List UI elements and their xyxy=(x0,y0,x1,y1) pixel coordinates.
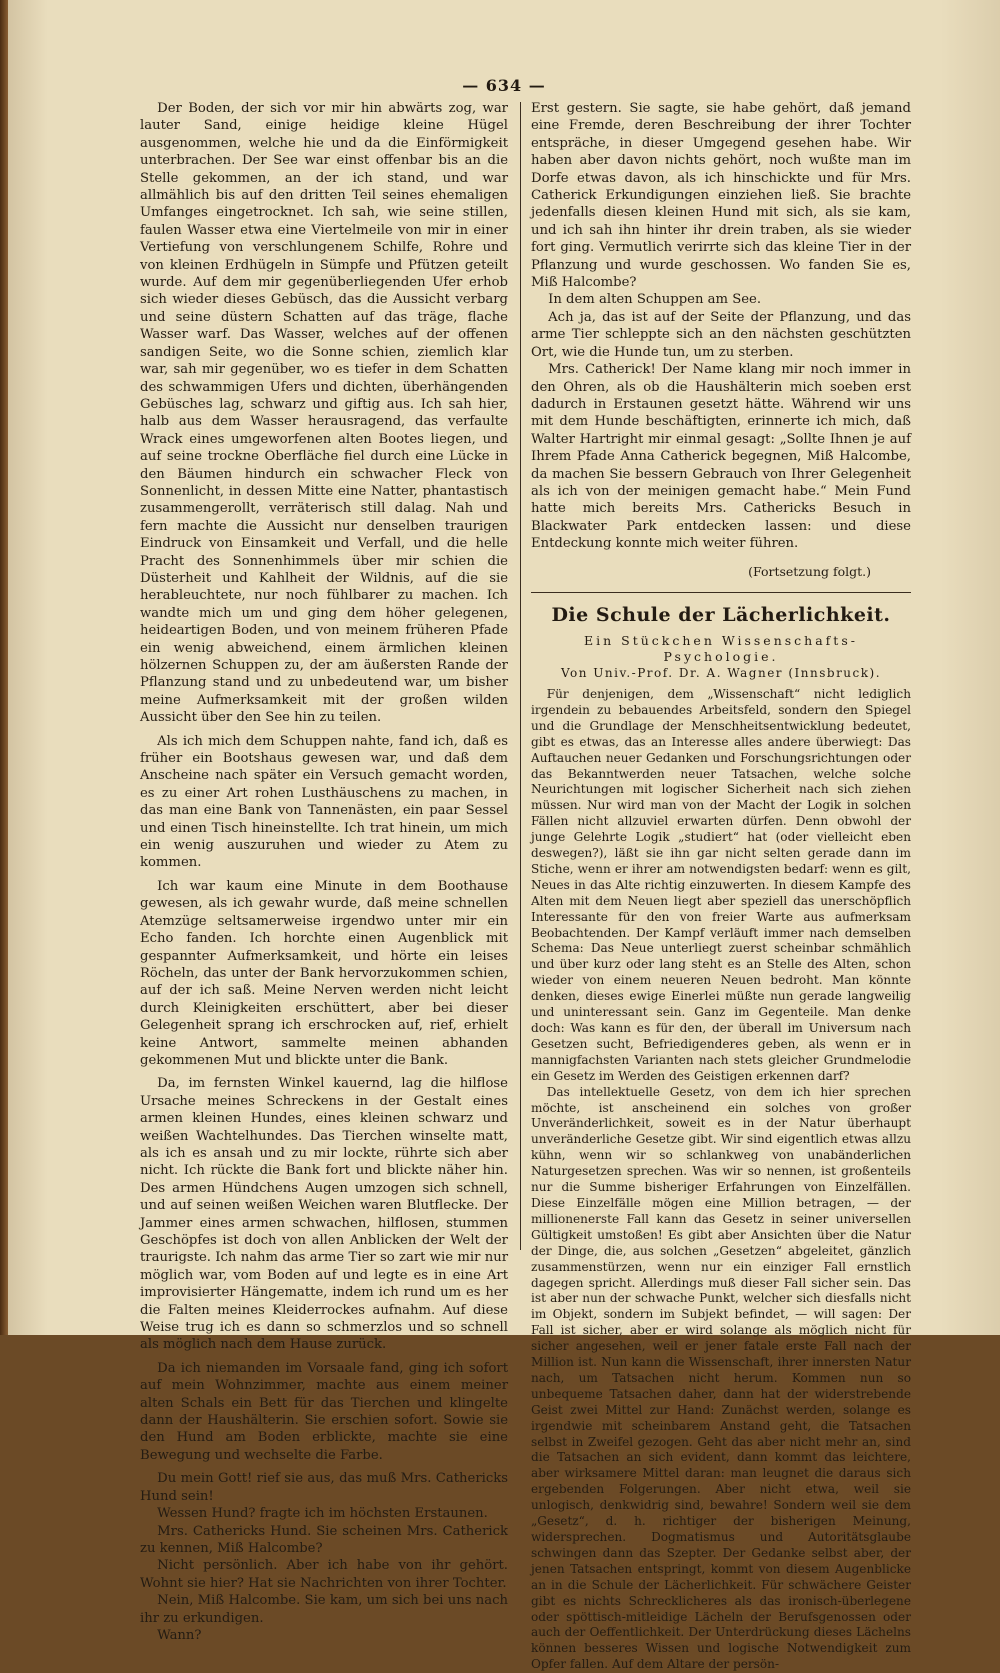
section-rule xyxy=(531,592,911,593)
right-column xyxy=(531,100,911,1673)
left-column xyxy=(140,100,508,1644)
newspaper-page xyxy=(8,0,1000,1672)
story-paragraph: Ich war kaum eine Minute in dem Boothause gewesen, als ich gewahr wurde, daß meine schnellen Atemzüge seltsamerweise irgendwo unter mir ein Echo fanden. Ich horchte einen Augenblick mit gespannter Aufmerksamkeit, und hörte ein leises Röcheln, das unter der Bank hervorzukommen schien, auf der ich saß. Meine Nerven werden nicht leicht durch Kleinigkeiten erschüttert, aber bei dieser Gelegenheit sprang ich erschrocken auf, rief, erhielt keine Antwort, sammelte meinen abhanden gekommenen Mut und blickte unter die Bank. xyxy=(140,878,508,1068)
story-paragraph: Mrs. Catherick! Der Name klang mir noch immer in den Ohren, als ob die Haushälterin mich soeben erst dadurch in Erstaunen gesetzt hätte. Während wir uns mit dem Hunde beschäftigten, erinnerte ich mich, daß Walter Hartright mir einmal gesagt: „Sollte Ihnen je auf Ihrem Pfade Anna Catherick begegnen, Miß Halcombe, da machen Sie bessern Gebrauch von Ihrer Gelegenheit als ich von der meinigen gemacht habe.“ Mein Fund hatte mich bereits Mrs. Cathericks Besuch in Blackwater Park entdecken lassen: und diese Entdeckung konnte mich weiter führen. xyxy=(531,362,911,552)
book-spine xyxy=(0,0,8,1335)
article-body xyxy=(531,687,911,1673)
continuation-note: (Fortsetzung folgt.) xyxy=(748,563,871,579)
dialogue-line: Du mein Gott! rief sie aus, das muß Mrs. Cathericks Hund sein! xyxy=(140,1471,508,1504)
article-paragraph: Für denjenigen, dem „Wissenschaft“ nicht lediglich irgendein zu bebauendes Arbeitsfeld, sondern den Spiegel und die Grundlage der Menschheitsentwicklung bedeutet, gibt es etwas, das an Interesse alles andere überwiegt: Das Auftauchen neuer Gedanken und Forschungsrichtungen oder das Bekanntwerden neuer Tatsachen, welche solche Neurichtungen mit logischer Sicherheit nach sich ziehen müssen. Nur wird man von der Macht der Logik in solchen Fällen nicht allzuviel erwarten dürfen. Denn obwohl der junge Gelehrte Logik „studiert“ hat (oder vielleicht eben deswegen?), läßt sie ihn gar nicht selten gerade dann im Stiche, wenn er ihrer am notwendigsten bedarf: wenn es gilt, Neues in das Alte richtig einzuwerten. In diesem Kampfe des Alten mit dem Neuen liegt aber speziell das unerschöpflich Interessante für den von freier Warte aus aufmerksam Beobachtenden. Der Kampf verläuft immer nach demselben Schema: Das Neue unterliegt zuerst scheinbar schmählich und über kurz oder lang steht es an Stelle des Alten, schon wieder von einem neueren Neuen bedroht. Man könnte denken, dieses ewige Einerlei müßte nun gerade langweilig und uninteressant sein. Ganz im Gegenteile. Man denke doch: Was kann es für den, der überall im Universum nach Gesetzen sucht, Befriedigenderes geben, als wenn er in mannigfachsten Varianten nach stets gleicher Grundmelodie ein Gesetz im Werden des Geistigen erkennen darf? xyxy=(531,686,911,1083)
dialogue-line: Ach ja, das ist auf der Seite der Pflanzung, und das arme Tier schleppte sich an den nächsten geschützten Ort, wie die Hunde tun, um zu sterben. xyxy=(531,309,911,360)
story-paragraph: Der Boden, der sich vor mir hin abwärts zog, war lauter Sand, einige heidige kleine Hügel ausgenommen, welche hie und da die Einförmigkeit unterbrachen. Der See war einst offenbar bis an die Stelle gekommen, an der ich stand, und war allmählich bis auf den dritten Teil seines ehemaligen Umfanges eingetrocknet. Ich sah, wie seine stillen, faulen Wasser etwa eine Viertelmeile von mir in einer Vertiefung von verschlungenem Schilfe, Rohre und von kleinen Erdhügeln in Sümpfe und Pfützen geteilt wurde. Auf dem mir gegenüberliegenden Ufer erhob sich wieder dieses Gebüsch, das die Aussicht verbarg und seine düstern Schatten auf das träge, flache Wasser warf. Das Wasser, welches auf der offenen sandigen Seite, wo die Sonne schien, ziemlich klar war, sah mir gegenüber, wo es tiefer in dem Schatten des schwammigen Ufers und dichten, überhängenden Gebüsches lag, schwarz und giftig aus. Ich sah hier, halb aus dem Wasser herausragend, das verfaulte Wrack eines umgeworfenen alten Bootes liegen, und auf seine trockne Oberfläche fiel durch eine Lücke in den Bäumen hindurch ein schwacher Fleck von Sonnenlicht, in dessen Mitte eine Natter, phantastisch zusammengerollt, verräterisch still dalag. Nah und fern machte die Aussicht nur denselben traurigen Eindruck von Einsamkeit und Verfall, und die helle Pracht des Sonnenhimmels über mir schien die Düsterheit und Kahlheit der Wildnis, auf die sie herableuchtete, nur noch fühlbarer zu machen. Ich wandte mich um und ging dem höher gelegenen, heideartigen Boden, und von meinem früheren Pfade ein wenig abweichend, einem ärmlichen kleinen hölzernen Schuppen zu, der am äußersten Rande der Pflanzung stand und zu unbedeutend war, um bisher meine Aufmerksamkeit mit der großen wilden Aussicht über den See hin zu teilen. xyxy=(140,101,508,726)
article-subtitle: Ein Stückchen Wissenschafts-Psychologie. xyxy=(584,632,858,664)
dialogue-line: Wann? xyxy=(157,1627,202,1643)
dialogue-line: Nein, Miß Halcombe. Sie kam, um sich bei uns nach ihr zu erkundigen. xyxy=(140,1593,508,1626)
dialogue-line: In dem alten Schuppen am See. xyxy=(548,292,762,308)
dialogue-line: Wessen Hund? fragte ich im höchsten Erstaunen. xyxy=(157,1506,488,1522)
article-title: Die Schule der Lächerlichkeit. xyxy=(551,603,891,626)
column-divider xyxy=(520,102,521,1250)
dialogue-line: Nicht persönlich. Aber ich habe von ihr gehört. Wohnt sie hier? Hat sie Nachrichten von ihrer Tochter. xyxy=(140,1558,508,1591)
article-author: Von Univ.-Prof. Dr. A. Wagner (Innsbruck). xyxy=(560,665,882,680)
dialogue-line: Mrs. Cathericks Hund. Sie scheinen Mrs. Catherick zu kennen, Miß Halcombe? xyxy=(140,1523,508,1556)
story-paragraph: Da ich niemanden im Vorsaale fand, ging ich sofort auf mein Wohnzimmer, machte aus einem meiner alten Schals ein Bett für das Tierchen und klingelte dann der Haushälterin. Sie erschien sofort. Sowie sie den Hund am Boden erblickte, machte sie eine Bewegung und wechselte die Farbe. xyxy=(140,1360,508,1463)
story-paragraph: Erst gestern. Sie sagte, sie habe gehört, daß jemand eine Fremde, deren Beschreibung der ihrer Tochter entspräche, in dieser Umgegend gesehen habe. Wir haben aber davon nichts gehört, noch wußte man im Dorfe etwas davon, als ich hinschickte und für Mrs. Catherick Erkundigungen einziehen ließ. Sie brachte jedenfalls diesen kleinen Hund mit sich, als sie kam, und ich sah ihn hinter ihr drein traben, als sie wieder fort ging. Vermutlich verirrte sich das kleine Tier in der Pflanzung und wurde geschossen. Wo fanden Sie es, Miß Halcombe? xyxy=(531,101,911,291)
story-paragraph: Als ich mich dem Schuppen nahte, fand ich, daß es früher ein Bootshaus gewesen war, und daß dem Anscheine nach später ein Versuch gemacht worden, es zu einer Art rohen Lusthäuschens zu machen, in das man eine Bank von Tannenästen, ein paar Sessel und einen Tisch hineinstellte. Ich trat hinein, um mich ein wenig auszuruhen und wieder zu Atem zu kommen. xyxy=(140,733,508,871)
story-paragraph: Da, im fernsten Winkel kauernd, lag die hilflose Ursache meines Schreckens in der Gestalt eines armen kleinen Hundes, eines kleinen schwarz und weißen Wachtelhundes. Das Tierchen winselte matt, als ich es ansah und zu mir lockte, rührte sich aber nicht. Ich rückte die Bank fort und blickte näher hin. Des armen Hündchens Augen umzogen sich schnell, und auf seinen weißen Weichen waren Blutflecke. Der Jammer eines armen schwachen, hilflosen, stummen Geschöpfes ist doch von allen Anblicken der Welt der traurigste. Ich nahm das arme Tier so zart wie mir nur möglich war, vom Boden auf und legte es in eine Art improvisierter Hängematte, indem ich rund um es her die Falten meines Kleiderrockes aufnahm. Auf diese Weise trug ich es dann so schmerzlos und so schnell als möglich nach dem Hause zurück. xyxy=(140,1076,508,1353)
article-paragraph: Das intellektuelle Gesetz, von dem ich hier sprechen möchte, ist anscheinend ein solches von großer Unveränderlichkeit, soweit es in der Natur überhaupt unveränderliche Gesetze gibt. Wir sind eigentlich etwas allzu kühn, wenn wir so schlankweg von unabänderlichen Naturgesetzen sprechen. Was wir so nennen, ist großenteils nur die Summe bisheriger Erfahrungen von Einzelfällen. Diese Einzelfälle mögen eine Million betragen, — der millionenerste Fall kann das Gesetz in seiner universellen Gültigkeit umstoßen! Es gibt aber Ansichten über die Natur der Dinge, die, aus solchen „Gesetzen“ abgeleitet, gänzlich zusammenstürzen, wenn nur ein einziger Fall ernstlich dagegen spricht. Allerdings muß dieser Fall sicher sein. Das ist aber nun der schwache Punkt, welcher sich diesfalls nicht im Objekt, sondern im Subjekt befindet, — will sagen: Der Fall ist sicher, aber er wird solange als möglich nicht für sicher angesehen, weil er jener fatale erste Fall nach der Million ist. Nun kann die Wissenschaft, ihrer innersten Natur nach, um Tatsachen nicht herum. Kommen nun so unbequeme Tatsachen daher, dann hat der widerstrebende Geist zwei Mittel zur Hand: Zunächst werden, solange es irgendwie mit scheinbarem Anstand geht, die Tatsachen selbst in Zweifel gezogen. Geht das aber nicht mehr an, sind die Tatsachen an sich evident, dann kommt das leichtere, aber wirksamere Mittel daran: man leugnet die daraus sich ergebenden Folgerungen. Aber nicht etwa, weil sie unlogisch, denkwidrig sind, bewahre! Sondern weil sie dem „Gesetz“, d. h. richtiger der bisherigen Meinung, widersprechen. Dogmatismus und Autoritätsglaube schwingen dann das Szepter. Der Gedanke selbst aber, der jenen Tatsachen entspringt, kommt von diesem Augenblicke an in die Schule der Lächerlichkeit. Für schwächere Geister gibt es nichts Schrecklicheres als das ironisch-überlegene oder spöttisch-mitleidige Lächeln der Berufsgenossen oder auch der Oeffentlichkeit. Der Unterdrückung dieses Lächelns können besseres Wissen und logische Notwendigkeit zum Opfer fallen. Auf dem Altare der persön- xyxy=(531,1084,911,1672)
page-number: — 634 — xyxy=(462,76,546,95)
